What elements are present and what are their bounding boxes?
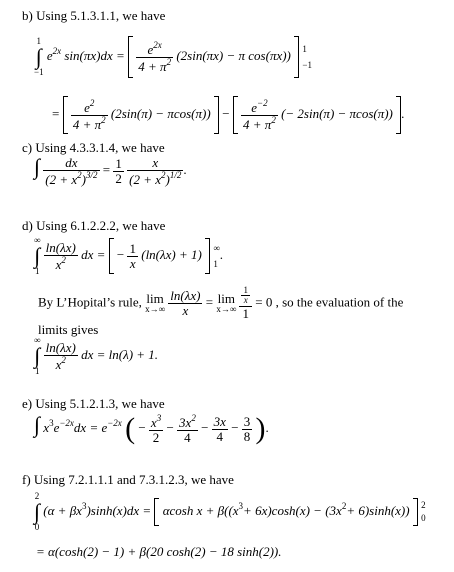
frac-num-exp: 3 — [156, 413, 162, 423]
frac-den: 2 — [115, 170, 122, 186]
lim-word: lim — [146, 291, 164, 307]
frac-den-exp: 2 — [166, 56, 172, 67]
frac-num: dx — [43, 156, 99, 171]
x-exp: 3 — [49, 418, 54, 429]
frac-num: x — [127, 156, 183, 171]
fraction — [43, 156, 99, 186]
paren-expression: (2sin(π) − πcos(π)) — [110, 105, 211, 121]
left-bracket — [109, 238, 114, 274]
lim-sub: x→∞ — [216, 304, 237, 315]
frac-den: 4 — [184, 429, 191, 445]
e-term: e — [53, 420, 60, 436]
integrand: (α + βx — [43, 502, 82, 518]
part-e-equation — [34, 414, 269, 444]
frac-den: 4 — [216, 428, 224, 444]
lower-limit: −1 — [34, 67, 44, 77]
paren-expression: (− 2sin(π) − πcos(π)) — [281, 105, 393, 121]
upper-limit: ∞ — [34, 335, 41, 345]
half-fraction — [113, 157, 124, 185]
frac-num-exp: 2x — [153, 39, 162, 50]
lower-limit: 0 — [34, 522, 40, 532]
fraction — [44, 241, 78, 271]
fraction — [239, 286, 252, 321]
frac-den: 8 — [243, 428, 251, 444]
frac-num: 1 — [243, 285, 248, 295]
minus-sign: − — [222, 105, 230, 121]
frac-den: 4 + π — [243, 116, 272, 132]
left-bracket — [63, 96, 68, 134]
fraction — [168, 289, 202, 317]
integrand-rest: )sinh(x)dx = — [86, 502, 152, 518]
rhs-middle: + 6x)cosh(x) − (3x — [243, 502, 342, 518]
rhs-exp-2: 2 — [341, 500, 347, 511]
minus-sign: − — [138, 420, 146, 436]
integrand-exp: 3 — [81, 500, 87, 511]
integral-limits — [34, 336, 40, 376]
integral-sign: ∫ — [34, 154, 41, 180]
frac-num: e — [84, 99, 90, 115]
final-rhs: dx = ln(λ) + 1. — [81, 346, 159, 362]
lim-tail-text: , so the evaluation of the — [275, 294, 404, 310]
left-bracket — [154, 498, 159, 526]
frac-num: e — [147, 41, 154, 57]
frac-den-close: ) — [165, 171, 170, 187]
lower-limit: 1 — [34, 366, 40, 376]
frac-den: 4 + π — [138, 58, 167, 74]
frac-num: 3x — [179, 415, 192, 430]
term-4 — [242, 415, 253, 443]
integrand-base: e — [46, 47, 53, 63]
frac-num-exp: −2 — [257, 97, 268, 108]
eval-limits — [421, 499, 426, 524]
fraction — [241, 99, 278, 131]
dx-equals-e: dx = e — [73, 420, 108, 436]
part-b-equation-1 — [34, 36, 312, 78]
frac-den: x — [182, 302, 189, 318]
frac-num: 3 — [243, 414, 251, 429]
frac-den-outer-exp: 1/2 — [169, 169, 182, 180]
frac-den: 2 — [152, 429, 160, 445]
part-d-equation-2 — [34, 336, 158, 376]
limit-2 — [216, 292, 236, 314]
fraction — [71, 99, 108, 131]
right-bracket — [214, 96, 219, 134]
frac-num: x — [150, 415, 157, 430]
equals-sign: = — [102, 162, 111, 178]
upper-limit: ∞ — [34, 235, 41, 245]
frac-num-exp: 2 — [89, 97, 95, 108]
frac-num: ln(λx) — [170, 288, 201, 304]
lim-word: lim — [217, 291, 235, 307]
eval-upper: 1 — [302, 43, 307, 54]
period: . — [219, 246, 224, 262]
frac-num: e — [251, 99, 258, 115]
eval-upper: 2 — [421, 500, 426, 511]
term-2 — [177, 414, 198, 444]
right-bracket — [205, 238, 210, 274]
fraction — [127, 156, 183, 186]
lhopital-text: By L’Hopital’s rule, — [38, 294, 142, 310]
eval-lower: 0 — [421, 513, 426, 523]
inner-fraction — [241, 286, 250, 306]
upper-limit: 1 — [36, 36, 42, 46]
fraction — [136, 41, 173, 73]
frac-num: 3x — [213, 414, 226, 429]
equals-sign: = — [52, 105, 60, 121]
part-b-equation-2 — [52, 96, 404, 134]
term-1 — [149, 414, 163, 444]
integrand-exponent: 2x — [52, 45, 62, 56]
paren-expression: (ln(λx) + 1) — [141, 246, 202, 262]
fraction — [44, 341, 78, 371]
limit-1 — [145, 292, 165, 314]
upper-limit: 2 — [34, 491, 40, 501]
part-d-lhopital-line — [38, 286, 403, 321]
integral-sign: ∫ — [34, 499, 41, 524]
fraction — [127, 242, 138, 270]
frac-den-exp: 2 — [61, 254, 66, 265]
paren-expression: (2sin(πx) − π cos(πx)) — [176, 47, 291, 63]
integral-limits — [34, 37, 44, 77]
minus-sign: − — [201, 420, 209, 436]
part-b-header: b) Using 5.1.3.1.1, we have — [22, 8, 166, 23]
frac-den-outer-exp: 3/2 — [86, 169, 98, 180]
frac-den: x — [243, 295, 248, 306]
integral-sign: ∫ — [34, 243, 41, 268]
rhs-end: + 6)sinh(x)) — [346, 502, 410, 518]
frac-den: (2 + x — [129, 171, 161, 187]
integral-sign: ∫ — [34, 343, 41, 368]
left-paren: ( — [125, 412, 136, 446]
integral-limits — [34, 236, 40, 276]
integral-limits — [34, 492, 40, 532]
minus-sign: − — [231, 420, 239, 436]
frac-num: ln(λx) — [45, 239, 76, 255]
frac-den-close: ) — [81, 171, 86, 187]
integral-sign: ∫ — [34, 412, 41, 438]
term-3 — [212, 415, 228, 443]
minus-sign: − — [116, 246, 125, 262]
frac-den-exp: 2 — [61, 354, 66, 365]
rhs-beta-open: ((x — [224, 502, 239, 518]
rhs-alpha-term: αcosh x + β — [162, 502, 225, 518]
right-bracket — [413, 498, 418, 526]
rhs-exp-3: 3 — [238, 500, 244, 511]
frac-den-exp: 2 — [101, 114, 106, 125]
lower-limit: 1 — [34, 266, 40, 276]
period: . — [265, 420, 269, 436]
frac-den-exp: 2 — [77, 169, 82, 180]
part-c-equation — [34, 156, 187, 186]
period: . — [401, 105, 405, 121]
dx-equals: dx = — [81, 246, 106, 262]
frac-num-exp: 2 — [191, 413, 196, 423]
frac-den: x — [55, 256, 62, 272]
frac-den: 4 + π — [72, 116, 102, 132]
limit-result: = 0 — [255, 294, 273, 310]
frac-den: 1 — [242, 305, 249, 321]
e-exp: −2x — [59, 418, 74, 429]
part-f-equation-2: = α(cosh(2) − 1) + β(20 cosh(2) − 18 sinh(2)). — [36, 544, 282, 559]
part-d-equation-1 — [34, 236, 223, 276]
part-f-header: f) Using 7.2.1.1.1 and 7.3.1.2.3, we have — [22, 472, 234, 487]
lim-sub: x→∞ — [145, 304, 166, 315]
rhs-e-exp: −2x — [107, 418, 122, 429]
period: . — [183, 162, 187, 178]
eval-limits — [302, 41, 312, 73]
part-e-header: e) Using 5.1.2.1.3, we have — [22, 396, 165, 411]
frac-num: ln(λx) — [45, 339, 76, 355]
left-bracket — [128, 36, 133, 78]
frac-num: 1 — [129, 240, 136, 256]
part-f-equation-1 — [34, 492, 426, 532]
eval-lower: −1 — [302, 60, 312, 70]
frac-den: (2 + x — [45, 171, 78, 187]
part-d-header: d) Using 6.1.2.2.2, we have — [22, 218, 166, 233]
eval-upper: ∞ — [213, 242, 220, 253]
eval-lower: 1 — [213, 259, 218, 269]
frac-num: 1 — [115, 156, 122, 171]
right-bracket — [294, 36, 299, 78]
frac-den: x — [55, 356, 62, 372]
frac-den-exp: 2 — [160, 169, 166, 180]
x-term: x — [43, 420, 50, 436]
left-bracket — [233, 96, 238, 134]
equals-sign: = — [205, 294, 214, 310]
part-d-limits-text: limits gives — [38, 322, 99, 337]
right-paren: ) — [255, 412, 266, 446]
frac-den: x — [129, 255, 136, 271]
integrand-rest: sin(πx)dx = — [64, 47, 125, 63]
part-c-header: c) Using 4.3.3.1.4, we have — [22, 140, 165, 155]
frac-den-exp: 2 — [271, 114, 276, 125]
integral-sign: ∫ — [35, 44, 42, 69]
minus-sign: − — [166, 420, 174, 436]
